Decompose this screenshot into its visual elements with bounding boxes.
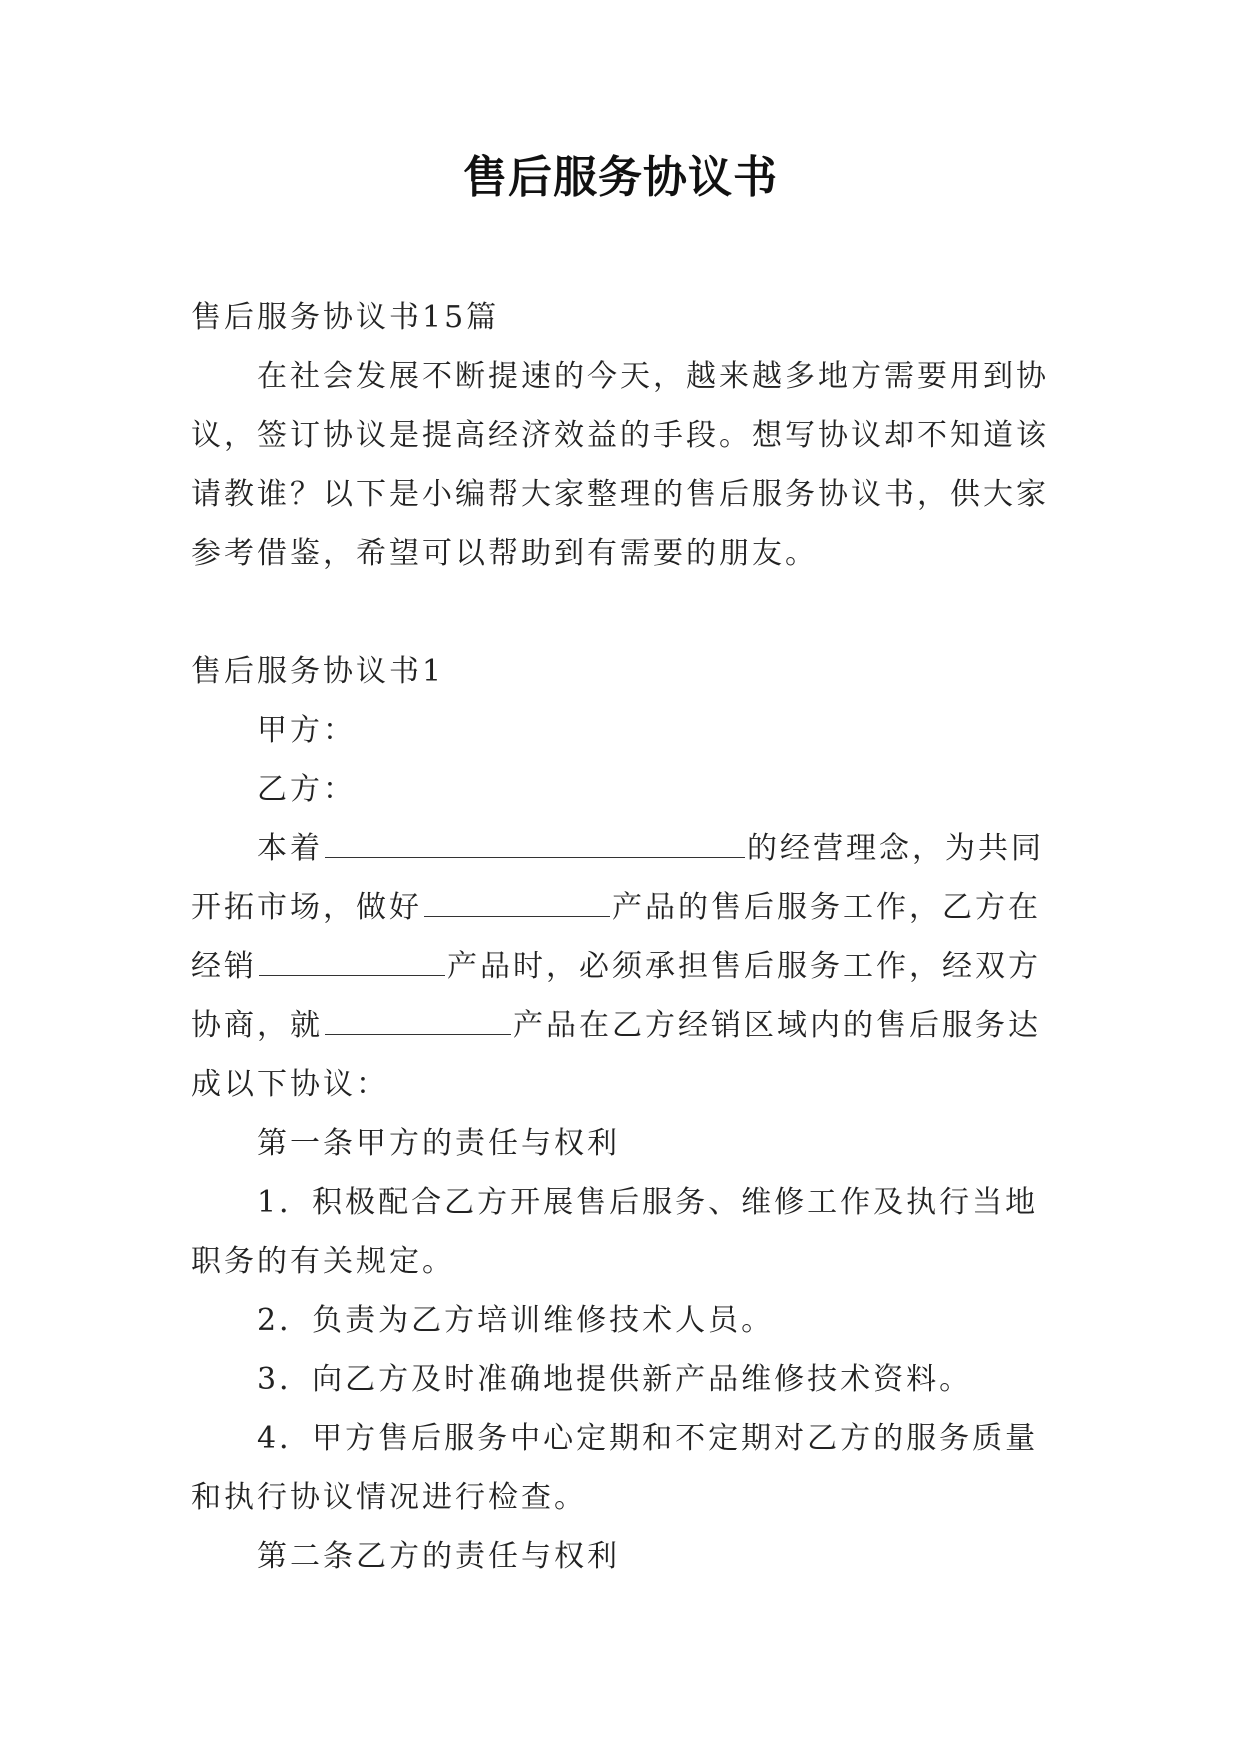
article-title: 第一条甲方的责任与权利: [257, 1126, 620, 1161]
article-item: 职务的有关规定。: [191, 1244, 455, 1279]
agreement-text: 开拓市场，做好: [191, 890, 422, 925]
agreement-text: 产品时，必须承担售后服务工作，经双方: [447, 949, 1041, 984]
agreement-line: [191, 937, 1051, 996]
article-item: 和执行协议情况进行检查。: [191, 1480, 587, 1515]
agreement-text: 协商，就: [191, 1008, 323, 1043]
article-title: 第二条乙方的责任与权利: [257, 1539, 620, 1574]
document-title: 售后服务协议书: [463, 152, 778, 203]
intro-line: 议，签订协议是提高经济效益的手段。想写协议却不知道该: [191, 418, 1049, 453]
intro-line: 在社会发展不断提速的今天，越来越多地方需要用到协: [257, 359, 1049, 394]
document-body: [191, 288, 1051, 1586]
subtitle: 售后服务协议书15篇: [191, 300, 500, 335]
agreement-text: 产品的售后服务工作，乙方在: [612, 890, 1041, 925]
paragraph-spacer: [191, 583, 1051, 642]
agreement-line: [191, 819, 1051, 878]
article-item: 2．负责为乙方培训维修技术人员。: [257, 1303, 775, 1338]
article-item: 4．甲方售后服务中心定期和不定期对乙方的服务质量: [257, 1421, 1039, 1456]
fill-in-blank[interactable]: [325, 998, 511, 1035]
agreement-text: 产品在乙方经销区域内的售后服务达: [513, 1008, 1041, 1043]
agreement-text: 本着: [257, 831, 323, 866]
fill-in-blank[interactable]: [259, 939, 445, 976]
agreement-line: [191, 996, 1051, 1055]
party-a-label: 甲方：: [257, 713, 356, 748]
intro-line: 参考借鉴，希望可以帮助到有需要的朋友。: [191, 536, 818, 571]
article-item: 3．向乙方及时准确地提供新产品维修技术资料。: [257, 1362, 973, 1397]
intro-line: 请教谁？以下是小编帮大家整理的售后服务协议书，供大家: [191, 477, 1049, 512]
section-title: 售后服务协议书1: [191, 654, 445, 689]
fill-in-blank[interactable]: [424, 880, 610, 917]
agreement-text: 经销: [191, 949, 257, 984]
party-b-label: 乙方：: [257, 772, 356, 807]
agreement-line: [191, 878, 1051, 937]
article-item: 1．积极配合乙方开展售后服务、维修工作及执行当地: [257, 1185, 1039, 1220]
fill-in-blank[interactable]: [325, 821, 745, 858]
agreement-text: 的经营理念，为共同: [747, 831, 1044, 866]
agreement-line: 成以下协议：: [191, 1067, 389, 1102]
